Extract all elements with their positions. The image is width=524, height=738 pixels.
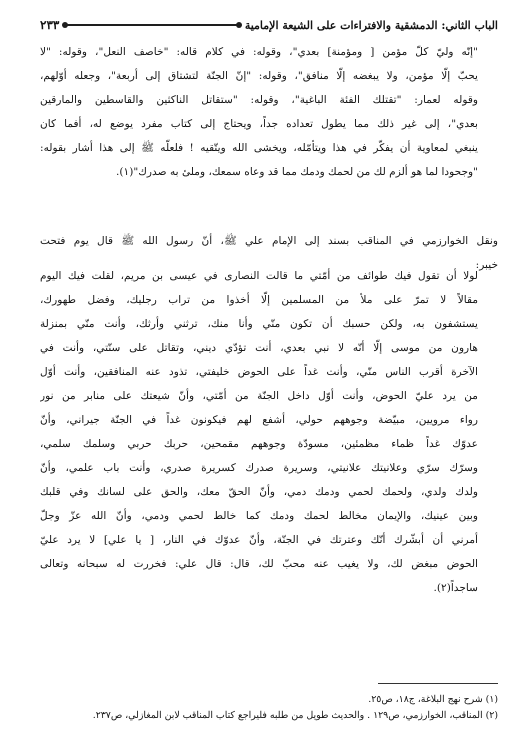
text-line: يستشفون به، ولكن حسبك أن تكون منّي وأنا منك، ترثني وأرثك، وأنت منّي بمنزلة bbox=[40, 318, 478, 330]
footnote-separator bbox=[378, 683, 498, 684]
text-line: "إنّه وليّ كلّ مؤمن [ ومؤمنة] بعدي"، وقوله: في كلام قاله: "خاصف النعل"، وقوله: "لا bbox=[40, 46, 478, 58]
header-ornament-rule bbox=[65, 24, 238, 26]
text-line: وقوله لعمار: "تقتلك الفئة الباغية"، وقوله: "ستقاتل الناكثين والقاسطين والمارقين bbox=[40, 94, 478, 106]
text-line: هارون من موسى إلّا أنّه لا نبي بعدي، أنت تؤدّي ديني، وتقاتل على سنّتي، وأنت في bbox=[40, 342, 478, 354]
footnote-2: (٢) المناقب، الخوارزمي، ص١٢٩ . والحديث طويل من طلبه فليراجع كتاب المناقب لابن المغازلي، ص٢٣٧. bbox=[92, 710, 498, 721]
footnotes bbox=[40, 692, 498, 724]
text-line: ساجداً(٢). bbox=[433, 582, 478, 594]
page-number: ٢٣٣ bbox=[40, 18, 60, 32]
text-line: ينبغي لمعاوية أن يفكّر في هذا ويتأمّله، ويخشى الله ويتّقيه ! فلعلّه ﷺ إلى هذا أشار بقوله: bbox=[40, 142, 478, 154]
text-line: عدوّك غداً ظماء مظمئين، مسودّة وجوههم مقمحين، حربك حربي وسلمك سلمي، bbox=[40, 438, 478, 450]
text-line: وبين عينيك، والإيمان مخالط لحمك ودمك كما خالط لحمي ودمي، وأنّ الله عزّ وجلّ bbox=[40, 510, 478, 522]
header-title: الباب الثاني: الدمشقية والافتراءات على الشيعة الإمامية bbox=[244, 18, 498, 32]
running-header bbox=[40, 14, 498, 36]
text-line: بعدي"، إلى غير ذلك مما يطول تعداده جداً، ويحتاج إلى كتاب مفرد يوضع له، أفما كان bbox=[40, 118, 478, 130]
text-line: الحوض مبغض لك، ولا يغيب عنه محبّ لك، قال: قال علي: فخررت له سبحانه وتعالى bbox=[40, 558, 478, 570]
footnote-1: (١) شرح نهج البلاغة، ج١٨، ص٢٥. bbox=[368, 694, 498, 705]
quote-block-1 bbox=[40, 40, 478, 184]
text-line: مقالاً لا تمرّ على ملأ من المسلمين إلّا أخذوا من تراب رجليك، وفضل طهورك، bbox=[40, 294, 478, 306]
text-line: خيبر: bbox=[475, 259, 498, 271]
text-line: ونقل الخوارزمي في المناقب بسند إلى الإمام علي ﷺ، أنّ رسول الله ﷺ قال يوم فتحت bbox=[40, 235, 498, 247]
quote-block-2 bbox=[40, 264, 478, 600]
text-line: من يرد عليّ الحوض، وأنت أوّل داخل الجنّة من أمّتي، وأنّ شيعتك على منابر من نور bbox=[40, 390, 478, 402]
text-line: ولدك ولدي، ولحمك لحمي ودمك دمي، وأنّ الحقّ معك، والحق على لسانك وفي قلبك bbox=[40, 486, 478, 498]
text-line: لولا أن تقول فيك طوائف من أمّتي ما قالت النصارى في عيسى بن مريم، لقلت فيك اليوم bbox=[40, 270, 478, 282]
text-line: "وجحودا لما هو ألزم لك من لحمك ودمك مما قد وعاه سمعك، وملئ به صدرك"(١). bbox=[115, 166, 478, 178]
text-line: الآخرة أقرب الناس منّي، وأنت غداً على الحوض خليفتي، تذود عنه المنافقين، وأنت أوّل bbox=[40, 366, 478, 378]
text-line: يحبّ إلّا مؤمن، ولا يبغضه إلّا منافق"، وقوله: "إنّ الجنّة لتشتاق إلى أربعة"، وجعله أوّلهم، bbox=[40, 70, 478, 82]
text-line: وسرّك سرّي وعلانيتك علانيتي، وسريرة صدرك كسريرة صدري، وأنت باب علمي، وأنّ bbox=[40, 462, 478, 474]
text-line: رواء مرويين، مبيّضة وجوههم حولي، أشفع لهم فيكونون غداً في الجنّة جيراني، وأنّ bbox=[40, 414, 478, 426]
text-line: أمرني أن أبشّرك أنّك وعترتك في الجنّة، وأنّ عدوّك في النار، [ يا علي] لا يرد عليّ bbox=[40, 534, 478, 546]
